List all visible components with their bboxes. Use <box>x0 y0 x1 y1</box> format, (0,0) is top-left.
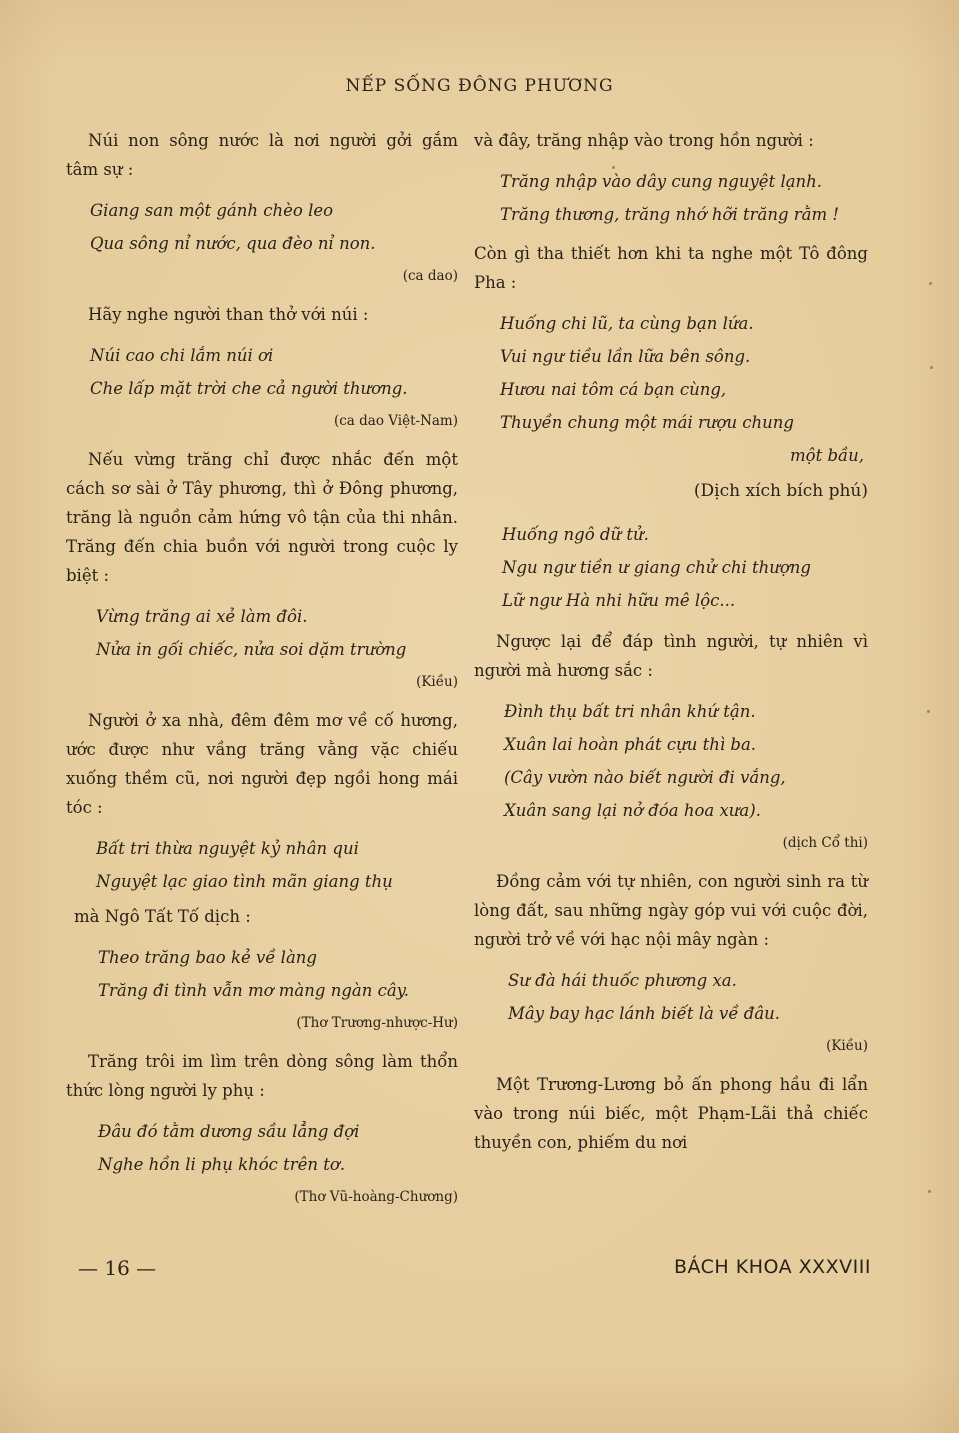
verse-source: (Dịch xích bích phú) <box>693 481 868 501</box>
verse-source: (Kiều) <box>416 674 458 690</box>
verse-block <box>66 600 458 666</box>
verse-line: Bất tri thừa nguyệt kỷ nhân qui <box>96 839 359 858</box>
verse-line: Sư đà hái thuốc phương xa. <box>508 971 737 990</box>
verse-source: (Thơ Trương-nhược-Hư) <box>296 1015 458 1031</box>
verse-line: Đâu đó tằm dương sầu lẳng đợi <box>98 1122 360 1141</box>
right-column <box>474 126 868 1167</box>
verse-line: Xuân sang lại nở đóa hoa xưa). <box>504 801 761 820</box>
verse-line: Trăng nhập vào dây cung nguyệt lạnh. <box>500 172 823 191</box>
verse-block <box>66 941 458 1007</box>
verse-source: (dịch Cổ thi) <box>782 835 868 851</box>
verse-line: Qua sông nỉ nước, qua đèo nỉ non. <box>90 234 376 253</box>
verse-block <box>474 307 868 472</box>
verse-line: Che lấp mặt trời che cả người thương. <box>90 379 408 398</box>
verse-line: Nghe hồn li phụ khóc trên tơ. <box>98 1155 346 1174</box>
paragraph: Trăng trôi im lìm trên dòng sông làm thổn thức lòng người ly phụ : <box>66 1052 458 1100</box>
paragraph: Ngược lại để đáp tình người, tự nhiên vì người mà hương sắc : <box>474 632 868 680</box>
verse-line: Hươu nai tôm cá bạn cùng, <box>500 380 727 399</box>
verse-line: Thuyền chung một mái rượu chung <box>500 413 794 432</box>
magazine-title: BÁCH KHOA XXXVIII <box>673 1256 871 1278</box>
paragraph: Một Trương-Lương bỏ ấn phong hầu đi lẩn vào trong núi biếc, một Phạm-Lãi thả chiếc thuyền con, phiếm du nơi <box>474 1075 868 1152</box>
paragraph: Nếu vừng trăng chỉ được nhắc đến một cách sơ sài ở Tây phương, thì ở Đông phương, trăng là nguồn cảm hứng vô tận của thi nhân. Trăng đến chia buồn với người trong cuộc ly biệt : <box>66 450 458 585</box>
verse-line: một bầu, <box>789 446 864 465</box>
verse-block <box>474 695 868 827</box>
verse-line: Trăng thương, trăng nhớ hỡi trăng rằm ! <box>500 205 839 224</box>
verse-line: Huống ngô dữ tử. <box>502 525 649 544</box>
verse-line: Nguyệt lạc giao tình mãn giang thụ <box>96 872 393 891</box>
running-head: NẾP SỐNG ĐÔNG PHƯƠNG <box>345 76 614 96</box>
paragraph: Đồng cảm với tự nhiên, con người sinh ra từ lòng đất, sau những ngày góp vui với cuộc đời, người trở về với hạc nội mây ngàn : <box>474 872 868 949</box>
verse-line: (Cây vườn nào biết người đi vắng, <box>504 768 786 787</box>
verse-block <box>66 339 458 405</box>
left-column <box>66 126 458 1221</box>
paper-speck <box>927 710 930 713</box>
verse-line: Vừng trăng ai xẻ làm đôi. <box>96 607 308 626</box>
verse-line: Lữ ngư Hà nhi hữu mê lộc... <box>502 591 736 610</box>
verse-line: Ngu ngư tiền ư giang chử chi thượng <box>502 558 811 577</box>
verse-source: (Thơ Vũ-hoàng-Chương) <box>294 1189 458 1205</box>
paragraph: và đây, trăng nhập vào trong hồn người : <box>474 131 814 150</box>
paragraph: Núi non sông nước là nơi người gởi gắm tâm sự : <box>66 131 458 179</box>
paragraph: Người ở xa nhà, đêm đêm mơ về cố hương, ước được như vầng trăng vằng vặc chiếu xuống thềm cũ, nơi người đẹp ngồi hong mái tóc : <box>66 711 458 817</box>
verse-line: Giang san một gánh chèo leo <box>90 201 334 220</box>
verse-line: Mây bay hạc lánh biết là về đâu. <box>508 1004 781 1023</box>
verse-source: (Kiều) <box>826 1038 868 1054</box>
paper-speck <box>928 1190 931 1193</box>
verse-line: Đình thụ bất tri nhân khứ tận. <box>504 702 756 721</box>
paragraph: Còn gì tha thiết hơn khi ta nghe một Tô đông Pha : <box>474 244 868 292</box>
verse-line: Vui ngư tiều lần lữa bên sông. <box>500 347 751 366</box>
verse-line: Trăng đi tình vẫn mơ màng ngàn cây. <box>98 981 410 1000</box>
verse-source: (ca dao Việt-Nam) <box>333 413 458 429</box>
verse-line: Núi cao chi lắm núi ơi <box>90 346 274 365</box>
paper-speck <box>930 366 933 369</box>
verse-block <box>474 518 868 617</box>
page-number: — 16 — <box>78 1256 157 1280</box>
paragraph: Hãy nghe người than thở với núi : <box>88 305 369 324</box>
verse-block <box>66 194 458 260</box>
verse-block <box>474 165 868 231</box>
verse-line: Nửa in gối chiếc, nửa soi dặm trường <box>96 640 407 659</box>
verse-line: Huống chi lũ, ta cùng bạn lứa. <box>500 314 754 333</box>
paper-speck <box>929 282 932 285</box>
verse-line: Theo trăng bao kẻ về làng <box>98 948 317 967</box>
verse-source: (ca dao) <box>402 268 458 284</box>
verse-line: Xuân lai hoàn phát cựu thì ba. <box>504 735 757 754</box>
paper-speck <box>612 166 615 169</box>
verse-block <box>66 1115 458 1181</box>
paragraph: mà Ngô Tất Tố dịch : <box>74 907 251 926</box>
verse-block <box>66 832 458 898</box>
verse-block <box>474 964 868 1030</box>
